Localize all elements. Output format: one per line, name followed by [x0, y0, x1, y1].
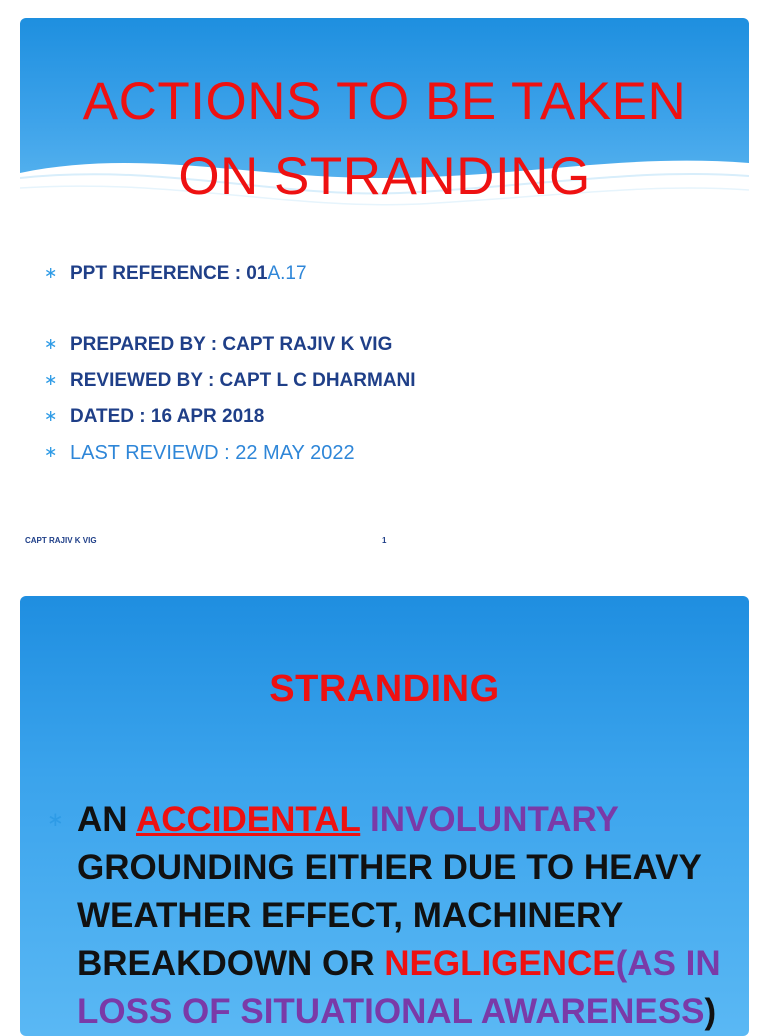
- slide-title: STRANDING: [269, 668, 500, 710]
- info-list: [44, 256, 416, 471]
- slide-2: [20, 596, 749, 1036]
- list-item-prepared-by: ∗ PREPARED BY : CAPT RAJIV K VIG: [44, 327, 416, 363]
- asterisk-bullet-icon: ∗: [44, 265, 58, 282]
- slide-title: [20, 64, 749, 214]
- list-item-dated: ∗ DATED : 16 APR 2018: [44, 399, 416, 435]
- list-item-ppt-reference: ∗ PPT REFERENCE : 01A.17: [44, 256, 416, 292]
- list-item-last-reviewed: ∗ LAST REVIEWD : 22 MAY 2022: [44, 435, 416, 471]
- list-item-reviewed-by: ∗ REVIEWED BY : CAPT L C DHARMANI: [44, 363, 416, 399]
- title-line-2: ON STRANDING: [178, 147, 591, 206]
- title-line-1: ACTIONS TO BE TAKEN: [82, 72, 687, 131]
- asterisk-bullet-icon: ∗: [47, 809, 64, 831]
- asterisk-bullet-icon: ∗: [44, 372, 58, 389]
- asterisk-bullet-icon: ∗: [44, 336, 58, 353]
- page-number: 1: [382, 536, 387, 545]
- footer-author: CAPT RAJIV K VIG: [25, 536, 97, 545]
- definition-text: ∗ AN ACCIDENTAL INVOLUNTARY GROUNDING EITHER DUE TO HEAVY WEATHER EFFECT, MACHINERY BREAKDOWN OR NEGLIGENCE(AS IN LOSS OF SITUATIONAL AWARENESS): [77, 796, 737, 1036]
- negligence-word: NEGLIGENCE: [384, 944, 616, 983]
- asterisk-bullet-icon: ∗: [44, 408, 58, 425]
- slide-1: [20, 18, 749, 571]
- accidental-word: ACCIDENTAL: [135, 800, 361, 839]
- asterisk-bullet-icon: ∗: [44, 444, 58, 461]
